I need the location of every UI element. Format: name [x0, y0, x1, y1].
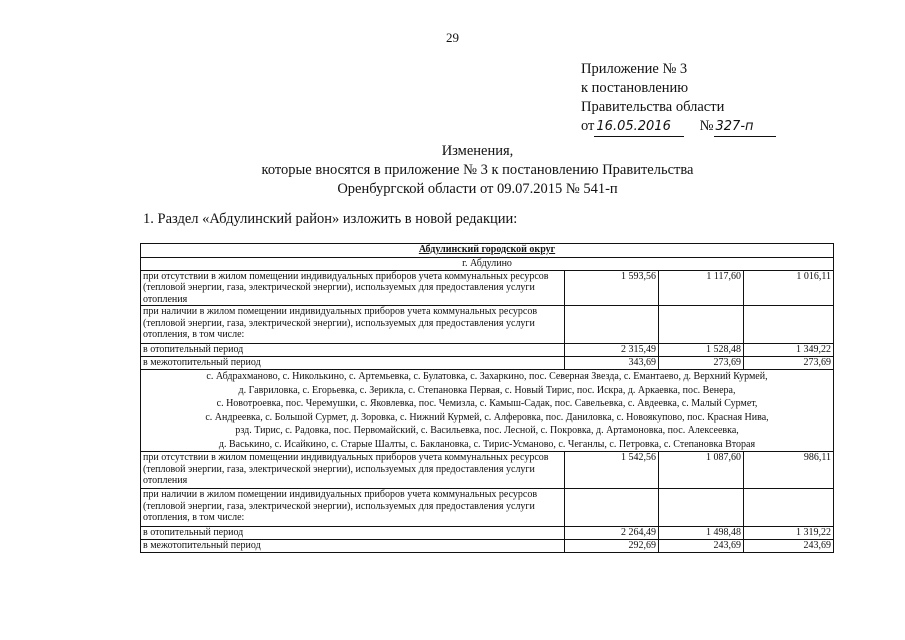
- city-name: г. Абдулино: [141, 258, 834, 271]
- table-row: [141, 270, 834, 306]
- villages-line: с. Абдрахманово, с. Николькино, с. Артемьевка, с. Булатовка, с. Захаркино, пос. Северная Звезда, с. Емантаево, д. Верхний Курмей,: [206, 371, 768, 382]
- value-cell: 1 117,60: [659, 270, 744, 306]
- table-row: [141, 527, 834, 540]
- villages-line: д. Васькино, с. Исайкино, с. Старые Шалты, с. Баклановка, с. Тирис-Усманово, с. Чеганлы, с. Петровка, с. Степановка Вторая: [218, 438, 756, 450]
- appendix-line-3: Правительства области: [581, 99, 725, 115]
- row-label: при наличии в жилом помещении индивидуальных приборов учета коммунальных ресурсов (тепловой энергии, газа, электрической энергии), используемых для предоставления услуги отопления, в том числе:: [141, 306, 565, 344]
- value-cell: [565, 306, 659, 344]
- tariff-table: [140, 243, 834, 553]
- value-cell: 1 498,48: [659, 527, 744, 540]
- value-cell: 292,69: [565, 540, 659, 553]
- value-cell: 1 319,22: [744, 527, 834, 540]
- value-cell: [565, 489, 659, 527]
- table-row: [141, 540, 834, 553]
- row-label: в межотопительный период: [141, 540, 565, 553]
- value-cell: [744, 489, 834, 527]
- row-label: при наличии в жилом помещении индивидуальных приборов учета коммунальных ресурсов (тепловой энергии, газа, электрической энергии), используемых для предоставления услуги отопления, в том числе:: [141, 489, 565, 527]
- date-prefix: от: [581, 118, 595, 134]
- value-cell: 273,69: [744, 357, 834, 370]
- value-cell: 343,69: [565, 357, 659, 370]
- row-label: при отсутствии в жилом помещении индивидуальных приборов учета коммунальных ресурсов (тепловой энергии, газа, электрической энергии), используемых для предоставления услуги отопления: [141, 270, 565, 306]
- villages-line: д. Гавриловка, с. Егорьевка, с. Зерикла, с. Степановка Первая, с. Новый Тирис, пос. Искра, д. Аркаевка, пос. Венера,: [238, 384, 736, 396]
- value-cell: 1 349,22: [744, 344, 834, 357]
- row-label: в межотопительный период: [141, 357, 565, 370]
- date-value: 16.05.2016: [594, 117, 684, 137]
- district-header-cell: [141, 244, 834, 258]
- section-title: 1. Раздел «Абдулинский район» изложить в новой редакции:: [143, 211, 518, 227]
- heading-line-2: которые вносятся в приложение № 3 к постановлению Правительства: [261, 162, 694, 178]
- value-cell: 273,69: [659, 357, 744, 370]
- heading-line-1: Изменения,: [441, 143, 514, 159]
- document-heading: [0, 142, 905, 199]
- value-cell: 1 593,56: [565, 270, 659, 306]
- appendix-date-line: [581, 117, 776, 137]
- table-row: [141, 344, 834, 357]
- villages-line: с. Новотроевка, пос. Черемушки, с. Яковлевка, пос. Чемизла, с. Камыш-Садак, пос. Савельевка, с. Авдеевка, с. Малый Сурмет,: [216, 398, 758, 409]
- value-cell: 1 542,56: [565, 452, 659, 489]
- value-cell: [744, 306, 834, 344]
- page-number: 29: [446, 30, 459, 45]
- table-row: [141, 489, 834, 527]
- villages-line: рзд. Тирис, с. Радовка, пос. Первомайский, с. Васильевка, пос. Лесной, с. Покровка, д. Артамоновка, пос. Алексеевка,: [235, 425, 739, 436]
- value-cell: 1 016,11: [744, 270, 834, 306]
- table-row: [141, 357, 834, 370]
- value-cell: 243,69: [659, 540, 744, 553]
- villages-cell: [141, 370, 834, 452]
- district-header-row: [141, 244, 834, 258]
- row-label: при отсутствии в жилом помещении индивидуальных приборов учета коммунальных ресурсов (тепловой энергии, газа, электрической энергии), используемых для предоставления услуги отопления: [141, 452, 565, 489]
- value-cell: 2 315,49: [565, 344, 659, 357]
- row-label: в отопительный период: [141, 527, 565, 540]
- table-row: [141, 306, 834, 344]
- value-cell: [659, 489, 744, 527]
- value-cell: 1 087,60: [659, 452, 744, 489]
- district-header: Абдулинский городской округ: [418, 244, 556, 255]
- value-cell: 243,69: [744, 540, 834, 553]
- city-row: [141, 258, 834, 271]
- villages-row: [141, 370, 834, 452]
- number-value: 327-п: [714, 117, 776, 137]
- row-label: в отопительный период: [141, 344, 565, 357]
- value-cell: 986,11: [744, 452, 834, 489]
- value-cell: 2 264,49: [565, 527, 659, 540]
- number-prefix: №: [699, 118, 714, 134]
- villages-line: с. Андреевка, с. Большой Сурмет, д. Зоровка, с. Нижний Курмей, с. Алферовка, пос. Даниловка, с. Новоякупово, пос. Красная Нива,: [205, 411, 769, 423]
- table-row: [141, 452, 834, 489]
- heading-line-3: Оренбургской области от 09.07.2015 № 541-п: [337, 181, 618, 197]
- appendix-block: [581, 60, 776, 137]
- appendix-line-1: Приложение № 3: [581, 61, 688, 77]
- value-cell: 1 528,48: [659, 344, 744, 357]
- appendix-line-2: к постановлению: [581, 80, 689, 96]
- value-cell: [659, 306, 744, 344]
